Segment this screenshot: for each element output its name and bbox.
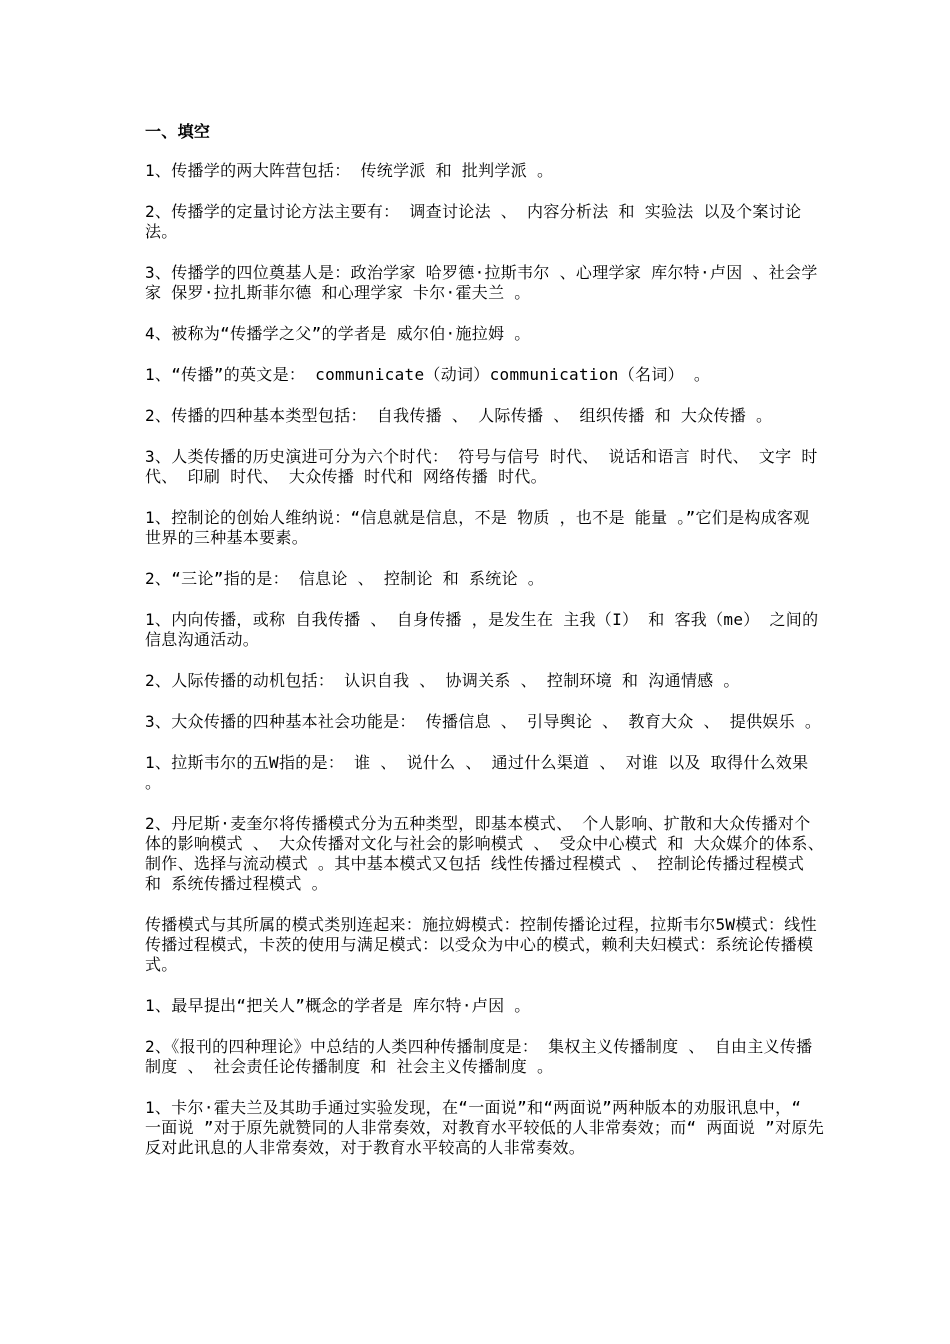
section-title: 一、填空 (145, 122, 211, 141)
paragraph-13: 1、拉斯韦尔的五W指的是： 谁 、 说什么 、 通过什么渠道 、 对谁 以及 取得什么效果 。 (145, 753, 819, 792)
paragraph-12: 3、大众传播的四种基本社会功能是： 传播信息 、 引导舆论 、 教育大众 、 提供娱乐 。 (145, 712, 822, 731)
paragraph-18: 1、卡尔·霍夫兰及其助手通过实验发现，在“一面说”和“两面说”两种版本的劝服讯息中，“ 一面说 ”对于原先就赞同的人非常奏效，对教育水平较低的人非常奏效；而“ 两面说 ”对原先反对此讯息的人非常奏效，对于教育水平较高的人非常奏效。 (145, 1098, 824, 1157)
paragraph-16: 1、最早提出“把关人”概念的学者是 库尔特·卢因 。 (145, 996, 531, 1015)
document-page (145, 121, 825, 1179)
paragraph-14: 2、丹尼斯·麦奎尔将传播模式分为五种类型，即基本模式、 个人影响、扩散和大众传播对个体的影响模式 、 大众传播对文化与社会的影响模式 、 受众中心模式 和 大众媒介的体系、制作、选择与流动模式 。其中基本模式又包括 线性传播过程模式 、 控制论传播过程模式 和 系统传播过程模式 。 (145, 814, 824, 893)
paragraph-2: 2、传播学的定量讨论方法主要有： 调查讨论法 、 内容分析法 和 实验法 以及个案讨论法。 (145, 202, 802, 241)
paragraph-8: 1、控制论的创始人维纳说：“信息就是信息，不是 物质 ，也不是 能量 。”它们是构成客观世界的三种基本要素。 (145, 508, 810, 547)
paragraph-7: 3、人类传播的历史演进可分为六个时代： 符号与信号 时代、 说话和语言 时代、 文字 时代、 印刷 时代、 大众传播 时代和 网络传播 时代。 (145, 447, 818, 486)
paragraph-15: 传播模式与其所属的模式类别连起来：施拉姆模式：控制传播论过程，拉斯韦尔5W模式：线性传播过程模式，卡茨的使用与满足模式：以受众为中心的模式，赖利夫妇模式：系统论传播模式。 (145, 915, 817, 974)
paragraph-9: 2、“三论”指的是： 信息论 、 控制论 和 系统论 。 (145, 569, 545, 588)
paragraph-1: 1、传播学的两大阵营包括： 传统学派 和 批判学派 。 (145, 161, 554, 180)
paragraph-5: 1、“传播”的英文是： communicate（动词）communication（名词） 。 (145, 365, 711, 384)
paragraph-3: 3、传播学的四位奠基人是：政治学家 哈罗德·拉斯韦尔 、心理学家 库尔特·卢因 、社会学家 保罗·拉扎斯菲尔德 和心理学家 卡尔·霍夫兰 。 (145, 263, 818, 302)
paragraph-11: 2、人际传播的动机包括： 认识自我 、 协调关系 、 控制环境 和 沟通情感 。 (145, 671, 740, 690)
paragraph-6: 2、传播的四种基本类型包括： 自我传播 、 人际传播 、 组织传播 和 大众传播 。 (145, 406, 773, 425)
paragraph-4: 4、被称为“传播学之父”的学者是 威尔伯·施拉姆 。 (145, 324, 531, 343)
paragraph-10: 1、内向传播，或称 自我传播 、 自身传播 ，是发生在 主我（I） 和 客我（me） 之间的信息沟通活动。 (145, 610, 819, 649)
paragraph-17: 2、《报刊的四种理论》中总结的人类四种传播制度是： 集权主义传播制度 、 自由主义传播制度 、 社会责任论传播制度 和 社会主义传播制度 。 (145, 1037, 813, 1076)
